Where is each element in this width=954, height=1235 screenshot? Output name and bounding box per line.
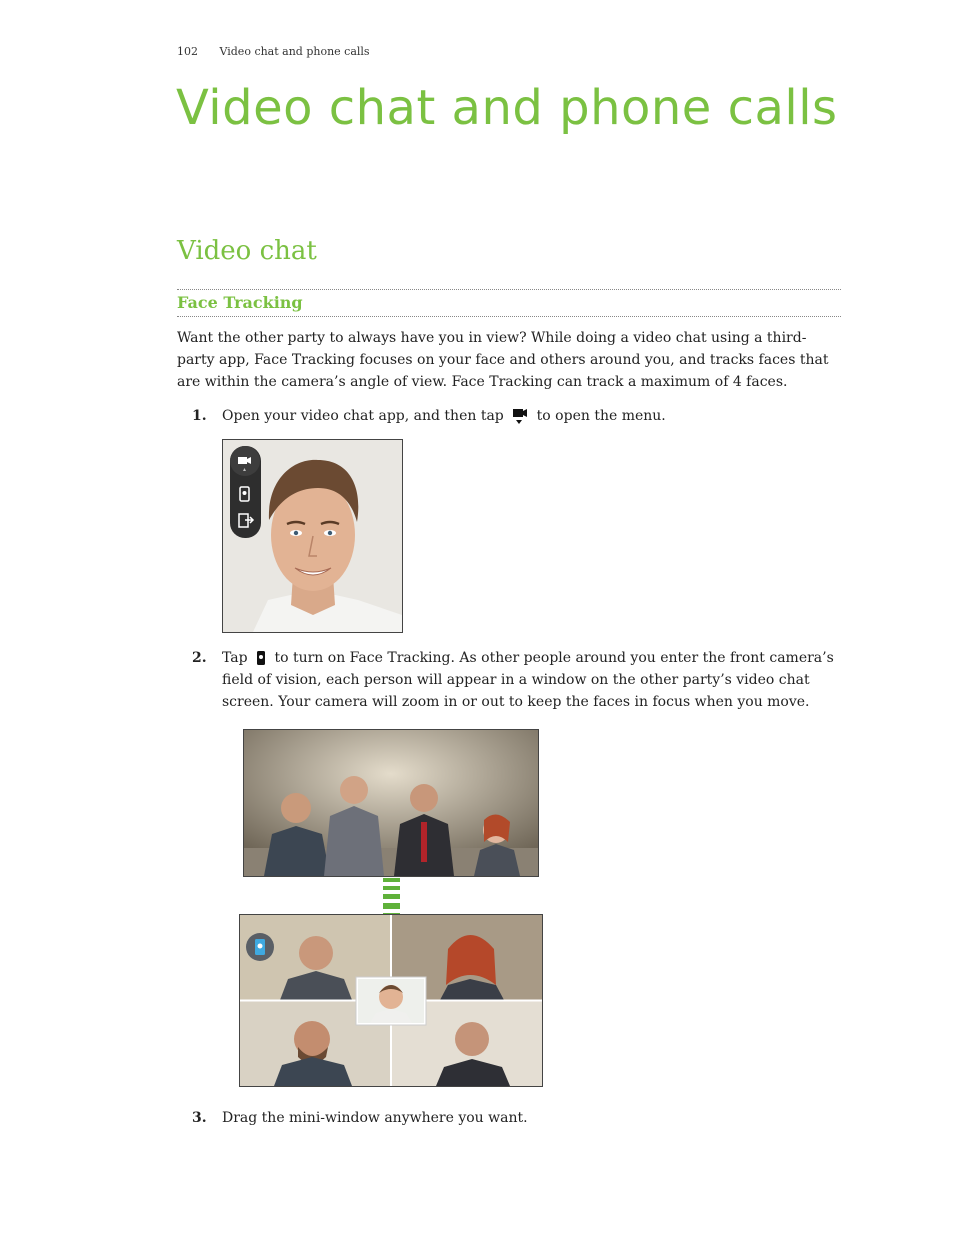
group-camera-view	[243, 729, 539, 877]
running-title: Video chat and phone calls	[219, 45, 370, 58]
divider-bottom	[177, 316, 841, 317]
mini-window	[356, 977, 426, 1025]
running-head	[177, 45, 370, 58]
video-camera-menu-icon	[512, 407, 528, 425]
divider-top	[177, 289, 841, 290]
step-text	[222, 647, 842, 713]
chapter-title: Video chat and phone calls	[176, 80, 838, 136]
step-text	[222, 405, 842, 427]
step-text-after: to open the menu.	[536, 408, 666, 424]
section-title: Video chat	[177, 236, 317, 266]
face-tracking-split-view	[239, 914, 543, 1087]
step-text-before: Open your video chat app, and then tap	[222, 408, 504, 424]
step-text-before: Tap	[222, 650, 248, 666]
intro-paragraph: Want the other party to always have you in view? While doing a video chat using a third-party app, Face Tracking focuses on your face and others around you, and tracks faces that are within the camera’s angle of view. Face Tracking can track a maximum of 4 faces.	[177, 330, 829, 390]
face-tracking-icon	[256, 650, 266, 666]
step-number: 2.	[192, 650, 207, 666]
step-text: Drag the mini-window anywhere you want.	[222, 1110, 528, 1126]
step-number: 1.	[192, 408, 207, 424]
face-tracking-icon	[246, 933, 274, 961]
step-text-after: to turn on Face Tracking. As other people around you enter the front camera’s field of vision, each person will appear in a window on the other party’s video chat screen. Your camera will zoom in or out to keep the faces in focus when you move.	[222, 650, 834, 710]
page-number: 102	[177, 45, 198, 58]
video-chat-menu-screenshot	[222, 439, 403, 633]
step-number: 3.	[192, 1110, 207, 1126]
subsection-title: Face Tracking	[177, 293, 303, 312]
